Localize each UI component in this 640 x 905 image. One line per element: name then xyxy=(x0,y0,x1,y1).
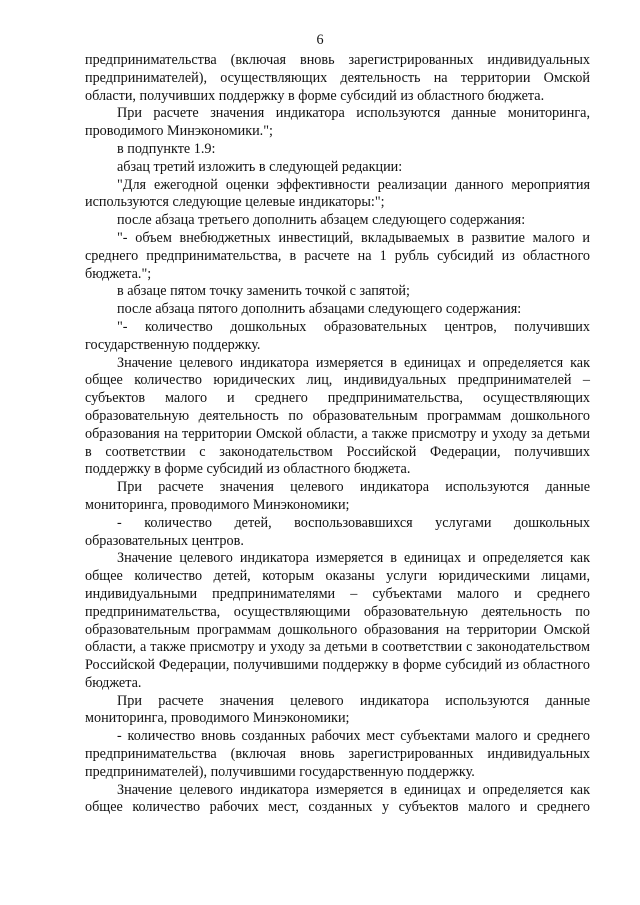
page-number: 6 xyxy=(316,32,324,48)
paragraph: в абзаце пятом точку заменить точкой с запятой; xyxy=(117,283,410,300)
paragraph: "Для ежегодной оценки эффективности реализации данного мероприятия используются следующие целевые индикаторы:"; xyxy=(85,176,590,211)
paragraph: - количество вновь созданных рабочих мест субъектами малого и среднего предпринимательства (включая вновь зарегистрированных индивидуальных предпринимателей), получившими государственную поддержку. xyxy=(85,728,590,780)
paragraph: "- количество дошкольных образовательных центров, получивших государственную поддержку. xyxy=(85,318,590,353)
paragraph: абзац третий изложить в следующей редакции: xyxy=(117,158,403,175)
paragraph: в подпункте 1.9: xyxy=(117,140,216,157)
paragraph: предпринимательства (включая вновь зарегистрированных индивидуальных предпринимателей), осуществляющих деятельность на территории Омской области, получивших поддержку в форме субсидий из областного бюджета. xyxy=(85,52,590,104)
paragraph: При расчете значения индикатора используются данные мониторинга, проводимого Минэкономики."; xyxy=(85,105,590,140)
paragraph: При расчете значения целевого индикатора используются данные мониторинга, проводимого Минэкономики; xyxy=(85,479,590,513)
paragraph: "- объем внебюджетных инвестиций, вкладываемых в развитие малого и среднего предпринимательства, в расчете на 1 рубль субсидий из областного бюджета."; xyxy=(85,229,590,282)
paragraph: - количество детей, воспользовавшихся услугами дошкольных образовательных центров. xyxy=(85,514,590,549)
paragraph: после абзаца пятого дополнить абзацами следующего содержания: xyxy=(117,301,522,318)
paragraph: Значение целевого индикатора измеряется в единицах и определяется как общее количество детей, которым оказаны услуги юридическими лицами, индивидуальными предпринимателями – субъектами малого и среднего предпринимательства, осуществляющими образовательную деятельность по образовательным программам дошкольного образования на территории Омской области, а также присмотру и уходу за детьми в соответствии с законодательством Российской Федерации, получившими поддержку в форме субсидий из областного бюджета. xyxy=(85,550,590,691)
paragraph: Значение целевого индикатора измеряется в единицах и определяется как общее количество рабочих мест, созданных у субъектов малого и среднего xyxy=(85,781,590,816)
paragraph: При расчете значения целевого индикатора используются данные мониторинга, проводимого Минэкономики; xyxy=(85,692,590,727)
document-body xyxy=(85,52,590,817)
paragraph: после абзаца третьего дополнить абзацем следующего содержания: xyxy=(117,212,526,229)
paragraph: Значение целевого индикатора измеряется в единицах и определяется как общее количество юридических лиц, индивидуальных предпринимателей – субъектов малого и среднего предпринимательства, осуществляющих образовательную деятельность по образовательным программам дошкольного образования на территории Омской области, а также присмотру и уходу за детьми в соответствии с законодательством Российской Федерации, получивших поддержку в форме субсидий из областного бюджета. xyxy=(85,354,590,478)
